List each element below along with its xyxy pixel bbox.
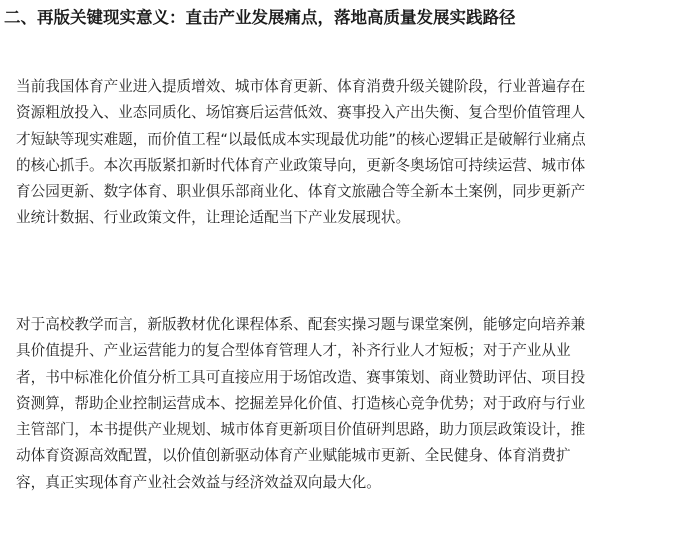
paragraph-line: 资测算，帮助企业控制运营成本、挖掘差异化价值、打造核心竞争优势；对于政府与行业 xyxy=(16,394,586,412)
paragraph-line: 容，真正实现体育产业社会效益与经济效益双向最大化。 xyxy=(16,473,381,491)
paragraph-line: 动体育资源高效配置，以价值创新驱动体育产业赋能城市更新、全民健身、体育消费扩 xyxy=(16,447,571,465)
paragraph-line: 的核心抓手。本次再版紧扣新时代体育产业政策导向，更新冬奥场馆可持续运营、城市体 xyxy=(16,156,586,174)
paragraph-line: 资源粗放投入、业态同质化、场馆赛后运营低效、赛事投入产出失衡、复合型价值管理人 xyxy=(16,104,586,122)
paragraph-line: 对于高校教学而言，新版教材优化课程体系、配套实操习题与课堂案例，能够定向培养兼 xyxy=(16,316,586,333)
paragraph-line: 者，书中标准化价值分析工具可直接应用于场馆改造、赛事策划、商业赞助评估、项目投 xyxy=(16,368,586,386)
paragraph-stakeholder-value xyxy=(16,312,676,496)
paragraph-line: 育公园更新、数字体育、职业俱乐部商业化、体育文旅融合等全新本土案例，同步更新产 xyxy=(16,183,586,201)
paragraph-line: 当前我国体育产业进入提质增效、城市体育更新、体育消费升级关键阶段，行业普遍存在 xyxy=(16,78,586,95)
paragraph-line: 才短缺等现实难题，而价值工程“以最低成本实现最优功能”的核心逻辑正是破解行业痛点 xyxy=(16,130,586,148)
section-heading: 二、再版关键现实意义：直击产业发展痛点，落地高质量发展实践路径 xyxy=(4,8,516,27)
paragraph-line: 业统计数据、行业政策文件，让理论适配当下产业发展现状。 xyxy=(16,209,411,227)
paragraph-industry-significance xyxy=(16,74,676,232)
paragraph-line: 具价值提升、产业运营能力的复合型体育管理人才，补齐行业人才短板；对于产业从业 xyxy=(16,342,571,360)
paragraph-line: 主管部门，本书提供产业规划、城市体育更新项目价值研判思路，助力顶层政策设计，推 xyxy=(16,421,586,439)
